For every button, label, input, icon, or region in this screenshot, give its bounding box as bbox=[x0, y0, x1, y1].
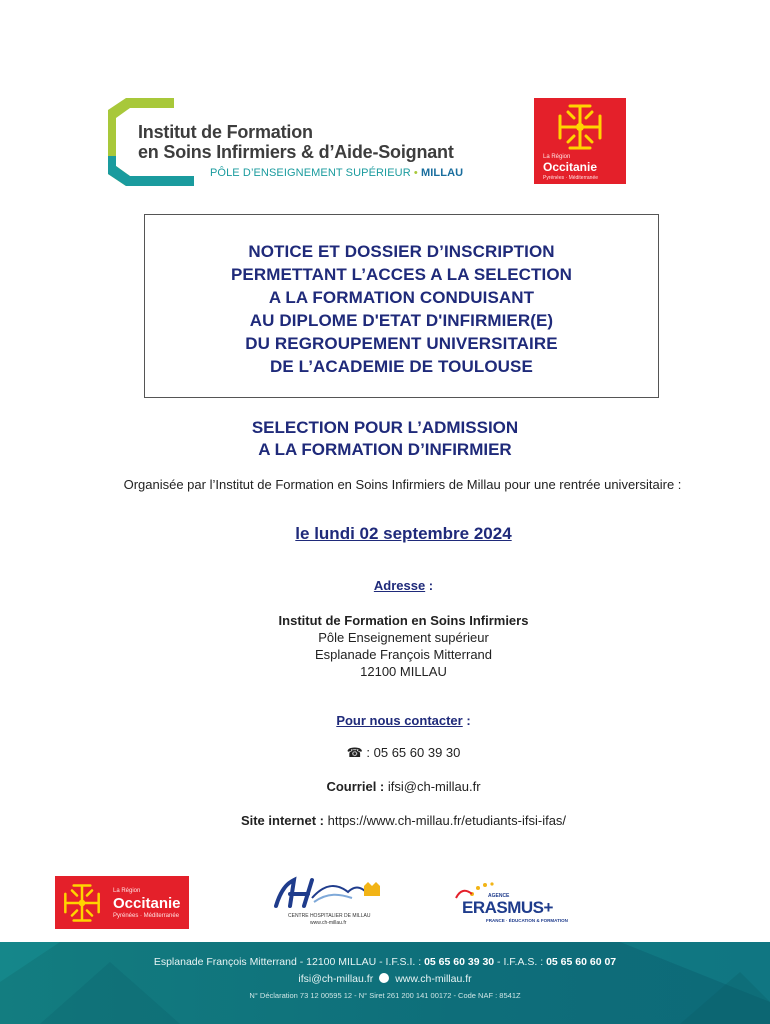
contact-label-colon: : bbox=[462, 713, 471, 728]
globe-icon bbox=[379, 973, 389, 983]
hospital-url: www.ch-millau.fr bbox=[310, 920, 347, 926]
address-block bbox=[0, 612, 770, 680]
occitanie-bottom-small: La Région bbox=[113, 888, 141, 894]
phone-number[interactable]: : 05 65 60 39 30 bbox=[362, 745, 461, 760]
address-label-text: Adresse bbox=[373, 578, 426, 593]
footer-email[interactable]: ifsi@ch-millau.fr bbox=[298, 973, 374, 985]
address-label bbox=[0, 577, 770, 594]
footer-address: Esplanade François Mitterrand - 12100 MILLAU - I.F.S.I. : bbox=[153, 956, 422, 968]
address-line-3: 12100 MILLAU bbox=[360, 664, 447, 679]
footer-site[interactable]: www.ch-millau.fr bbox=[395, 973, 472, 985]
footer-line-2 bbox=[0, 973, 770, 985]
occitanie-logo-top bbox=[534, 98, 626, 184]
organised-by-text: Organisée par l’Institut de Formation en Soins Infirmiers de Millau pour une rentrée universitaire : bbox=[123, 477, 682, 492]
notice-line-1: NOTICE ET DOSSIER D’INSCRIPTION bbox=[248, 242, 555, 261]
hospital-mark-icon bbox=[268, 876, 388, 912]
occitanie-top-small: La Région bbox=[543, 154, 571, 160]
erasmus-name: ERASMUS bbox=[462, 898, 544, 917]
phone-icon: ☎ bbox=[346, 745, 363, 760]
ifsi-logo-line3 bbox=[210, 167, 463, 179]
address-institution: Institut de Formation en Soins Infirmiers bbox=[278, 613, 529, 628]
notice-line-2: PERMETTANT L’ACCES A LA SELECTION bbox=[230, 265, 573, 284]
site-label: Site internet : bbox=[240, 813, 325, 828]
erasmus-plus: + bbox=[543, 898, 553, 917]
selection-line-1: SELECTION POUR L’ADMISSION bbox=[251, 418, 519, 437]
notice-line-3: A LA FORMATION CONDUISANT bbox=[268, 288, 535, 307]
ifsi-logo-line2: en Soins Infirmiers & d’Aide-Soignant bbox=[138, 142, 454, 162]
occitanie-top-sub: Pyrénées · Méditerranée bbox=[543, 175, 599, 181]
footer-legal: N° Déclaration 73 12 00595 12 - N° Siret 261 200 141 00172 - Code NAF : 8541Z bbox=[249, 991, 521, 1000]
ifsi-logo-line1: Institut de Formation bbox=[138, 122, 313, 142]
notice-line-5: DU REGROUPEMENT UNIVERSITAIRE bbox=[245, 334, 558, 353]
address-line-2: Esplanade François Mitterrand bbox=[314, 647, 493, 662]
footer-line-1 bbox=[0, 956, 770, 968]
footer-ifsi-phone[interactable]: 05 65 60 39 30 bbox=[424, 956, 495, 968]
email-label: Courriel : bbox=[326, 779, 385, 794]
contact-email bbox=[0, 778, 770, 795]
centre-hospitalier-logo bbox=[268, 876, 388, 928]
erasmus-logo bbox=[452, 880, 592, 928]
notice-line-4: AU DIPLOME D'ETAT D'INFIRMIER(E) bbox=[249, 311, 554, 330]
ifsi-city: MILLAU bbox=[421, 167, 464, 179]
erasmus-agence: AGENCE bbox=[488, 893, 510, 899]
footer-ifas-phone[interactable]: 05 65 60 60 07 bbox=[546, 956, 617, 968]
selection-line-2: A LA FORMATION D’INFIRMIER bbox=[258, 440, 512, 459]
ifsi-logo bbox=[104, 96, 464, 192]
email-link[interactable]: ifsi@ch-millau.fr bbox=[384, 779, 481, 794]
site-link[interactable]: https://www.ch-millau.fr/etudiants-ifsi-ifas/ bbox=[324, 813, 567, 828]
address-label-colon: : bbox=[425, 578, 434, 593]
occitanie-logo-bottom bbox=[55, 876, 189, 929]
erasmus-word bbox=[462, 898, 553, 918]
ifsi-pole-text: PÔLE D’ENSEIGNEMENT SUPÉRIEUR bbox=[210, 167, 411, 179]
contact-label bbox=[0, 712, 770, 729]
occitan-cross-icon bbox=[556, 104, 604, 150]
occitanie-bottom-sub: Pyrénées · Méditerranée bbox=[113, 913, 180, 919]
address-line-1: Pôle Enseignement supérieur bbox=[318, 630, 489, 645]
footer-ifas-label: - I.F.A.S. : bbox=[494, 956, 544, 968]
rentree-date: le lundi 02 septembre 2024 bbox=[295, 524, 512, 543]
hospital-name: CENTRE HOSPITALIER DE MILLAU bbox=[288, 913, 371, 919]
ifsi-dot: • bbox=[413, 167, 418, 179]
contact-site bbox=[0, 812, 770, 829]
footer-band bbox=[0, 942, 770, 1024]
occitanie-bottom-name: Occitanie bbox=[113, 895, 181, 912]
contact-label-text: Pour nous contacter bbox=[336, 713, 463, 728]
erasmus-tagline: FRANCE · ÉDUCATION & FORMATION bbox=[486, 918, 568, 923]
selection-heading bbox=[0, 417, 770, 461]
occitan-cross-icon bbox=[62, 883, 102, 923]
contact-phone bbox=[0, 744, 770, 761]
notice-line-6: DE L’ACADEMIE DE TOULOUSE bbox=[270, 357, 533, 376]
notice-box bbox=[144, 214, 659, 398]
occitanie-top-name: Occitanie bbox=[543, 160, 598, 174]
